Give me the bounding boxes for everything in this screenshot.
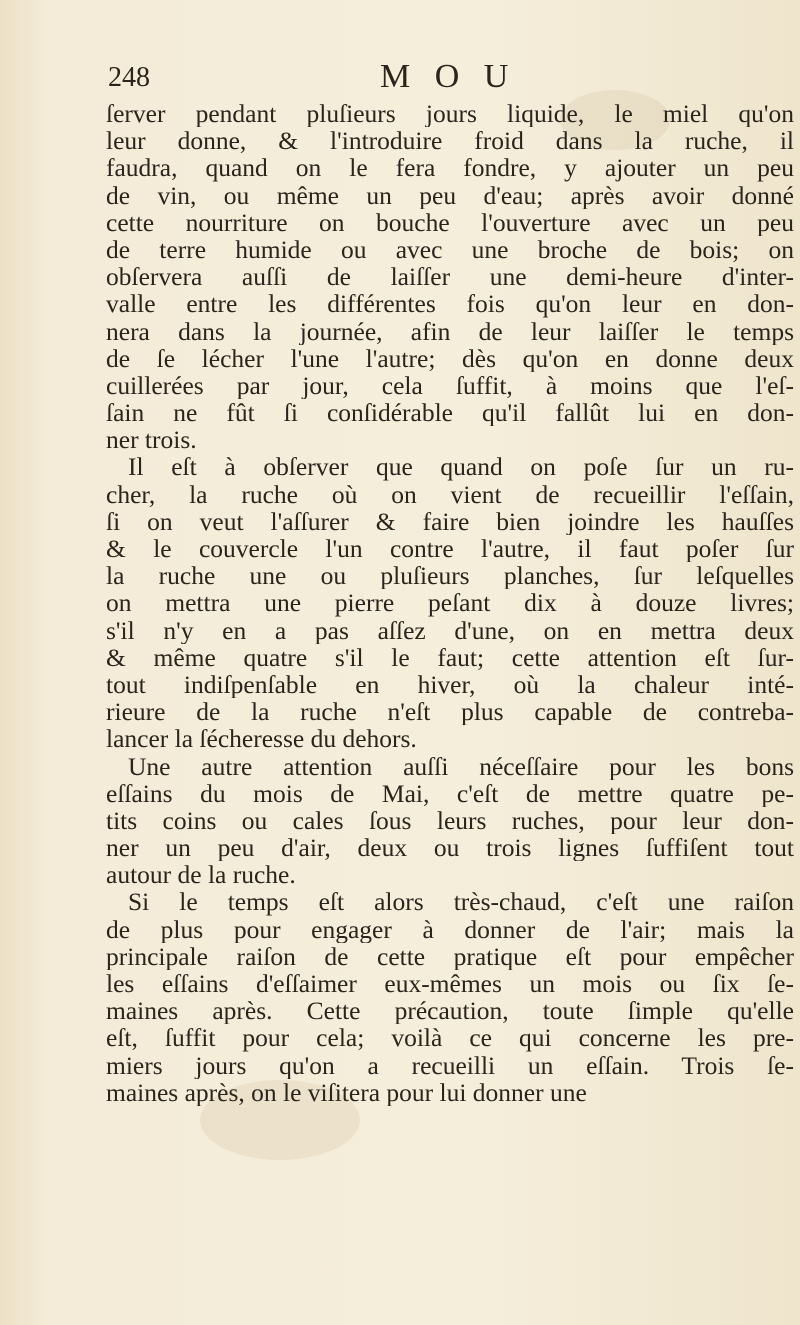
text-line: maines après. Cette précaution, toute ſimple qu'elle bbox=[106, 997, 794, 1025]
text-line: miers jours qu'on a recueilli un eſſain. Trois ſe- bbox=[106, 1051, 794, 1079]
text-line: & le couvercle l'un contre l'autre, il faut poſer ſur bbox=[106, 535, 794, 563]
page-number: 248 bbox=[108, 62, 150, 93]
paragraph bbox=[106, 888, 794, 1106]
body-text bbox=[106, 100, 794, 1106]
text-line: Une autre attention auſſi néceſſaire pour les bons bbox=[128, 752, 794, 780]
page-header bbox=[0, 58, 800, 98]
text-line: lancer la ſécheresse du dehors. bbox=[106, 725, 417, 753]
running-head: M O U bbox=[380, 58, 517, 95]
text-line: principale raiſon de cette pratique eſt pour empêcher bbox=[106, 942, 794, 970]
text-line: tits coins ou cales ſous leurs ruches, pour leur don- bbox=[106, 806, 794, 835]
text-line: Si le temps eſt alors très-chaud, c'eſt une raiſon bbox=[128, 888, 794, 916]
text-line: cuillerées par jour, cela ſuffit, à moins que l'eſ- bbox=[106, 371, 794, 400]
text-line: tout indiſpenſable en hiver, où la chaleur inté- bbox=[106, 670, 794, 699]
text-line: cher, la ruche où on vient de recueillir l'eſſain, bbox=[106, 480, 794, 508]
text-line: rieure de la ruche n'eſt plus capable de contreba- bbox=[106, 698, 794, 726]
text-line: la ruche une ou pluſieurs planches, ſur leſquelles bbox=[106, 562, 794, 590]
text-line: nera dans la journée, afin de leur laiſſer le temps bbox=[106, 317, 794, 345]
text-line: ſi on veut l'aſſurer & faire bien joindre les hauſſes bbox=[106, 507, 794, 535]
paragraph bbox=[106, 100, 794, 453]
text-line: de ſe lécher l'une l'autre; dès qu'on en donne deux bbox=[106, 344, 794, 372]
text-line: faudra, quand on le fera fondre, y ajouter un peu bbox=[106, 154, 794, 182]
text-line: autour de la ruche. bbox=[106, 861, 296, 889]
text-line: leur donne, & l'introduire froid dans la ruche, il bbox=[106, 127, 794, 155]
paragraph bbox=[106, 753, 794, 889]
text-line: de terre humide ou avec une broche de bois; on bbox=[106, 235, 794, 264]
text-line: cette nourriture on bouche l'ouverture avec un peu bbox=[106, 208, 794, 236]
text-line: ſain ne fût ſi conſidérable qu'il fallût lui en don- bbox=[106, 399, 794, 427]
paragraph bbox=[106, 453, 794, 752]
text-line: de plus pour engager à donner de l'air; mais la bbox=[106, 915, 794, 943]
text-line: & même quatre s'il le faut; cette attention eſt ſur- bbox=[106, 643, 794, 671]
text-line: ner trois. bbox=[106, 426, 197, 454]
text-line: Il eſt à obſerver que quand on poſe ſur un ru- bbox=[128, 453, 794, 481]
text-line: eſt, ſuffit pour cela; voilà ce qui concerne les pre- bbox=[106, 1024, 794, 1052]
text-line: ſerver pendant pluſieurs jours liquide, le miel qu'on bbox=[106, 100, 794, 128]
text-line: maines après, on le viſitera pour lui donner une bbox=[106, 1078, 587, 1106]
text-line: s'il n'y en a pas aſſez d'une, on en mettra deux bbox=[106, 616, 794, 644]
text-line: ner un peu d'air, deux ou trois lignes ſuffiſent tout bbox=[106, 834, 794, 862]
text-line: on mettra une pierre peſant dix à douze livres; bbox=[106, 589, 794, 617]
text-line: eſſains du mois de Mai, c'eſt de mettre quatre pe- bbox=[106, 779, 794, 807]
text-line: valle entre les différentes fois qu'on leur en don- bbox=[106, 290, 794, 318]
text-line: de vin, ou même un peu d'eau; après avoir donné bbox=[106, 181, 794, 209]
text-line: les eſſains d'eſſaimer eux-mêmes un mois ou ſix ſe- bbox=[106, 970, 794, 998]
text-line: obſervera auſſi de laiſſer une demi-heure d'inter- bbox=[106, 263, 794, 291]
